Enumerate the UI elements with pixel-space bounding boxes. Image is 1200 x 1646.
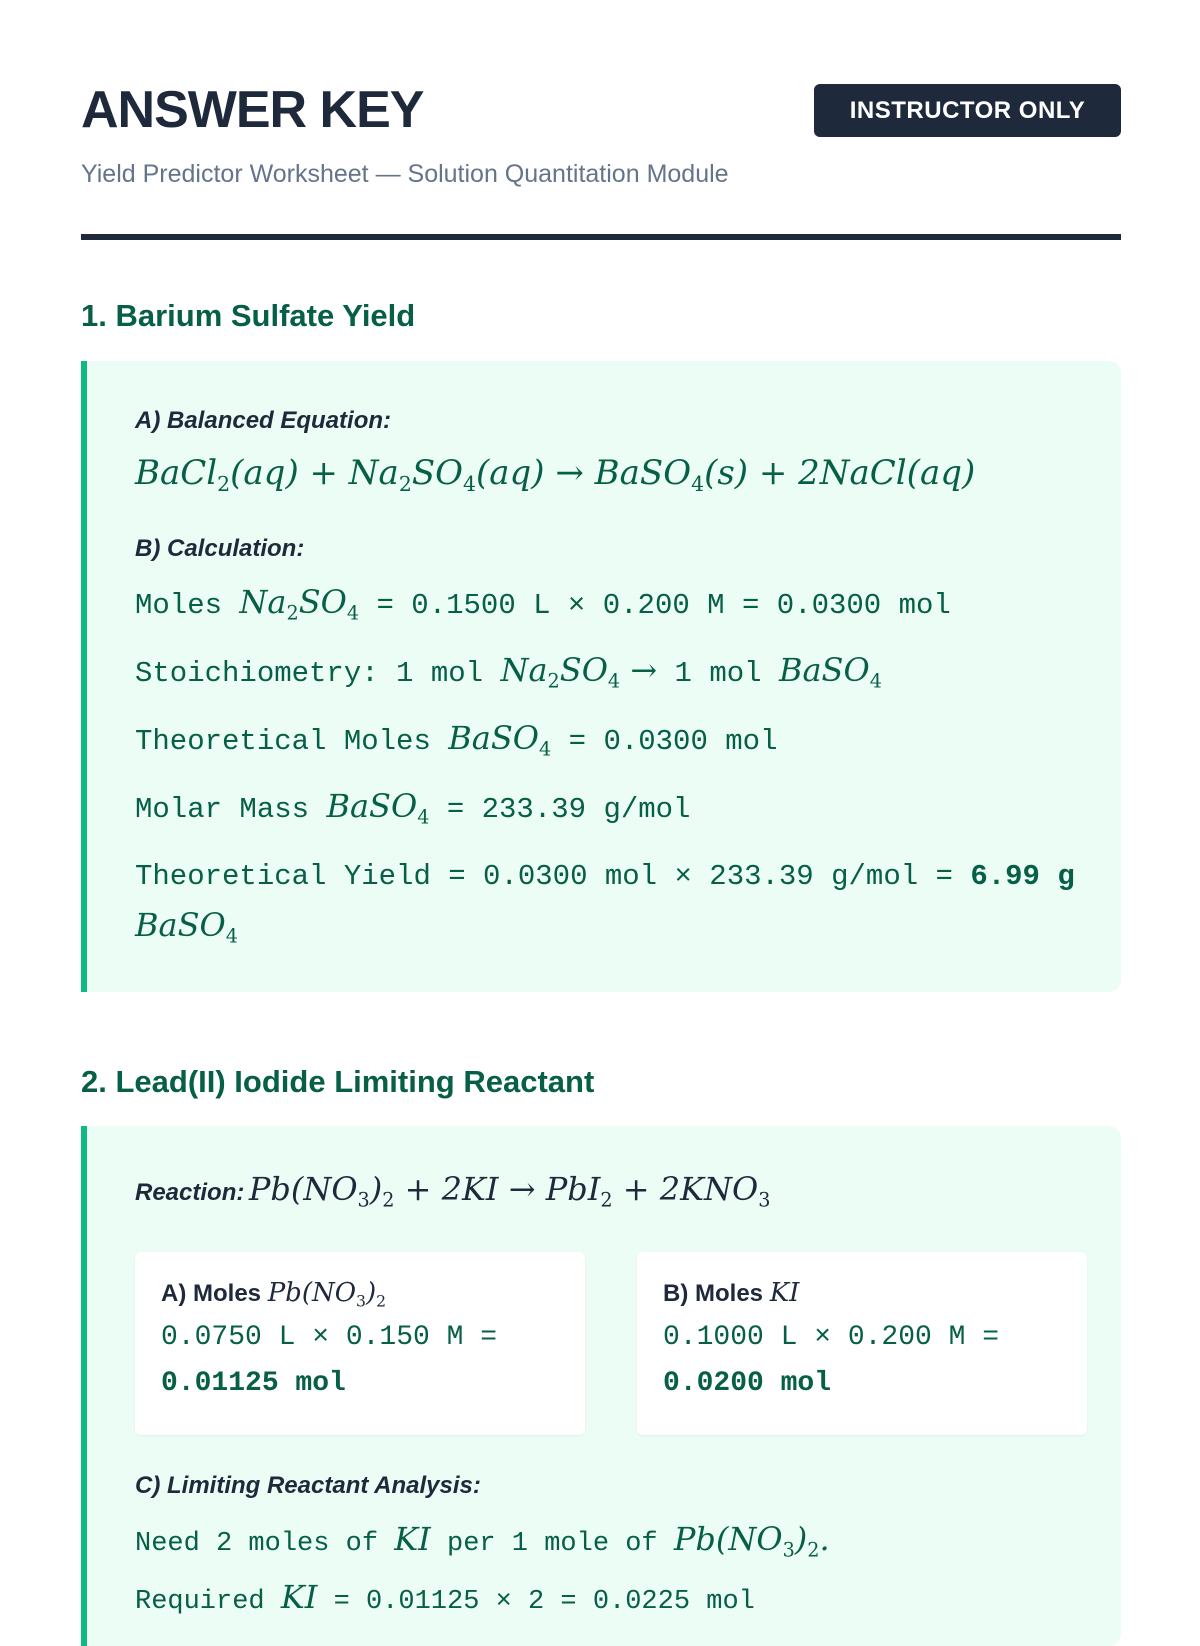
section-1-card bbox=[81, 361, 1121, 992]
calculation-label: B) Calculation: bbox=[135, 535, 305, 562]
reaction-equation: $Pb(NO_3)_2 + 2KI \to PbI_2 + 2KNO_3$ bbox=[248, 1170, 771, 1212]
need-prefix: Need 2 moles of bbox=[135, 1529, 379, 1559]
reaction-line bbox=[135, 1170, 770, 1212]
page-header bbox=[81, 0, 1121, 243]
calc-molar-mass-value: = 233.39 g/mol bbox=[446, 793, 691, 826]
moles-pbno3-label: A) Moles bbox=[161, 1280, 262, 1307]
moles-pbno3-result: 0.01125 mol bbox=[161, 1368, 346, 1399]
calc-theo-moles-value: = 0.0300 mol bbox=[568, 725, 778, 758]
calc-moles-line bbox=[135, 583, 951, 625]
formula-na2so4: $Na_2SO_4$ → bbox=[500, 651, 658, 693]
required-value: = 0.01125 × 2 = 0.0225 mol bbox=[333, 1587, 755, 1617]
moles-pbno3-box bbox=[135, 1252, 585, 1435]
calc-theo-moles-line bbox=[135, 719, 777, 761]
limiting-analysis-label: C) Limiting Reactant Analysis: bbox=[135, 1472, 481, 1499]
calc-yield-line bbox=[135, 853, 1095, 961]
calc-moles-prefix: Moles bbox=[135, 589, 223, 622]
calc-stoich-mid: 1 mol bbox=[674, 657, 762, 690]
section-2-title: 2. Lead(II) Iodide Limiting Reactant bbox=[81, 1064, 595, 1099]
calc-molar-mass-prefix: Molar Mass bbox=[135, 793, 310, 826]
reaction-label: Reaction: bbox=[135, 1179, 245, 1206]
moles-ki-calc: 0.1000 L × 0.200 M = bbox=[663, 1322, 1000, 1353]
calc-yield-prefix: Theoretical Yield = 0.0300 mol × 233.39 g/mol = bbox=[135, 860, 953, 893]
header-divider bbox=[81, 234, 1121, 240]
required-prefix: Required bbox=[135, 1587, 265, 1617]
formula-ki: KI bbox=[394, 1520, 431, 1558]
page-title: ANSWER KEY bbox=[81, 81, 424, 139]
section-2-card bbox=[81, 1126, 1121, 1646]
need-ratio-line bbox=[135, 1520, 830, 1562]
balanced-equation-label: A) Balanced Equation: bbox=[135, 407, 392, 434]
calc-yield-result: 6.99 g bbox=[970, 860, 1075, 893]
moles-pbno3-heading bbox=[161, 1278, 386, 1310]
formula-baso4: BaSO$_4$ bbox=[326, 787, 430, 829]
formula-na2so4: $Na_2SO_4$ bbox=[239, 583, 360, 625]
page-subtitle: Yield Predictor Worksheet — Solution Quantitation Module bbox=[81, 160, 729, 188]
formula-pbno32: $Pb(NO_3)_2$ bbox=[267, 1278, 387, 1311]
moles-ki-box bbox=[637, 1252, 1087, 1435]
calc-theo-moles-prefix: Theoretical Moles bbox=[135, 725, 431, 758]
calc-stoich-prefix: Stoichiometry: 1 mol bbox=[135, 657, 484, 690]
formula-ki: KI bbox=[280, 1578, 318, 1616]
answer-key-page bbox=[81, 0, 1121, 1617]
required-ki-line bbox=[135, 1578, 755, 1617]
formula-baso4: BaSO$_4$ bbox=[448, 719, 552, 761]
formula-baso4: BaSO$_4$ bbox=[135, 906, 238, 948]
moles-ki-heading bbox=[663, 1278, 799, 1308]
moles-pbno3-calc: 0.0750 L × 0.150 M = bbox=[161, 1322, 498, 1353]
formula-pbno32: $Pb(NO_3)_2$. bbox=[673, 1520, 830, 1562]
calc-molar-mass-line bbox=[135, 787, 690, 829]
calc-moles-value: = 0.1500 L × 0.200 M = 0.0300 mol bbox=[376, 589, 951, 622]
moles-ki-result: 0.0200 mol bbox=[663, 1368, 832, 1399]
moles-ki-label: B) Moles bbox=[663, 1280, 764, 1307]
formula-baso4: BaSO$_4$ bbox=[778, 651, 882, 693]
need-mid: per 1 mole of bbox=[447, 1529, 658, 1559]
section-1-title: 1. Barium Sulfate Yield bbox=[81, 298, 416, 333]
instructor-only-badge: INSTRUCTOR ONLY bbox=[814, 84, 1121, 137]
calc-stoich-line bbox=[135, 651, 882, 693]
formula-ki: KI bbox=[769, 1278, 800, 1308]
balanced-equation: BaCl$_2$(aq) + $Na_2SO_4(aq)$ → BaSO$_4$(s) + 2NaCl(aq) bbox=[135, 453, 976, 497]
